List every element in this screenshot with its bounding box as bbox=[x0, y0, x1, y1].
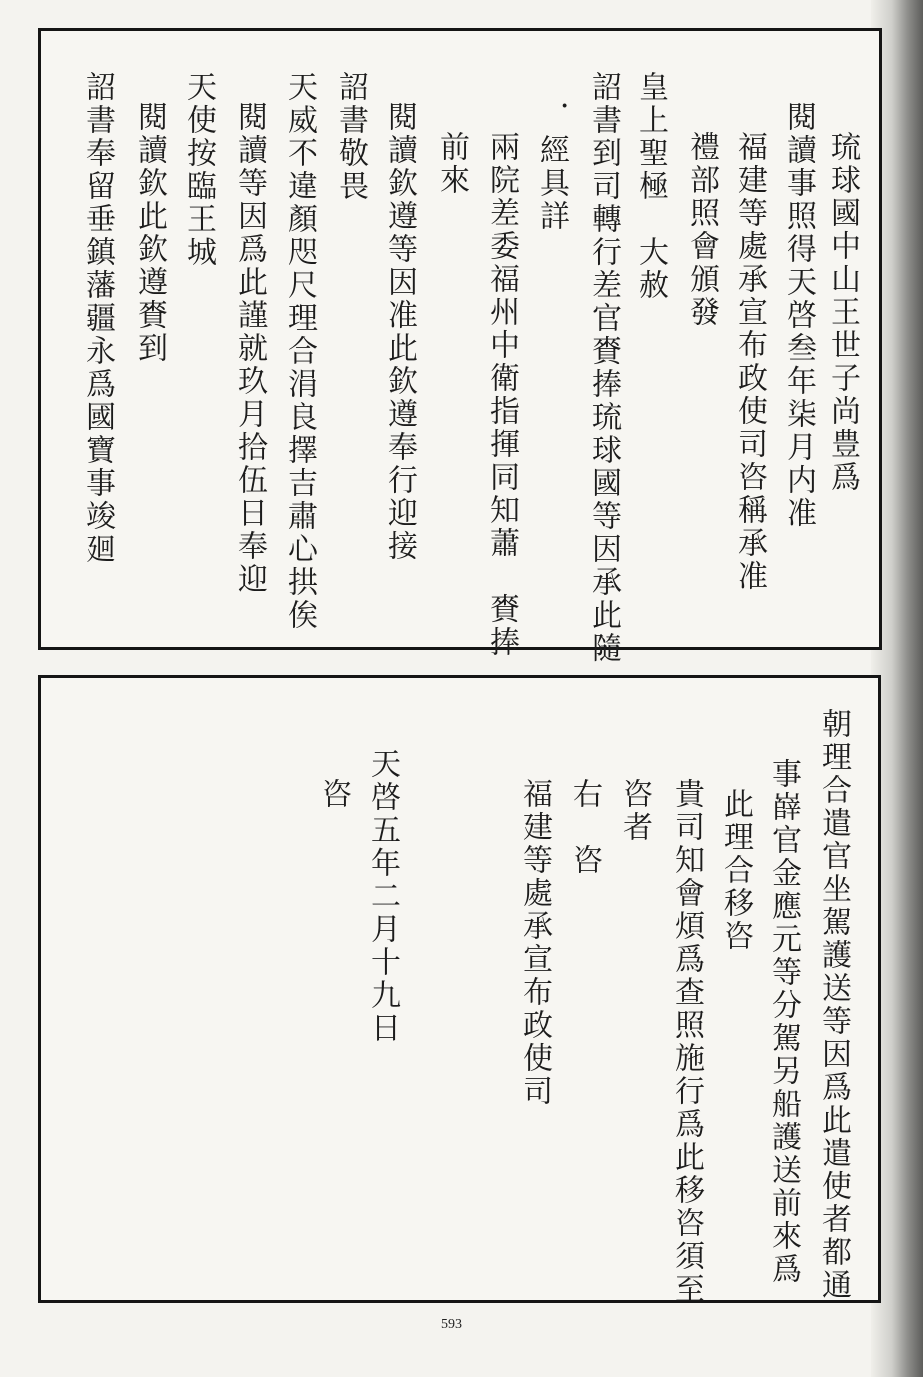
text-column: 天威不違顏咫尺理合涓良擇吉肅心拱俟 bbox=[282, 71, 317, 632]
text-column: ．經具詳 bbox=[534, 101, 569, 233]
text-column: 琉球國中山王世子尚豊爲 bbox=[825, 131, 860, 494]
text-column: 此理合移咨 bbox=[718, 788, 753, 953]
text-column: 咨 bbox=[316, 778, 351, 811]
text-column: 福建等處承宣布政使司咨稱承准 bbox=[732, 131, 767, 593]
text-column: 閱讀等因爲此謹就玖月拾伍日奉迎 bbox=[232, 101, 267, 596]
text-column: 事嶭官金應元等分駕另船護送前來爲 bbox=[766, 758, 801, 1286]
text-column: 福建等處承宣布政使司 bbox=[517, 778, 552, 1108]
page-number: 593 bbox=[441, 1317, 462, 1332]
text-column: 詔書到司轉行差官賚捧琉球國等因承此隨 bbox=[586, 71, 621, 665]
text-column: 禮部照會頒發 bbox=[684, 131, 719, 329]
document-panel-bottom bbox=[38, 675, 881, 1306]
text-column: 咨者 bbox=[617, 778, 652, 844]
text-column: 天使按臨王城 bbox=[181, 71, 216, 269]
text-column: 右 咨 bbox=[567, 778, 602, 877]
text-column: 兩院差委福州中衛指揮同知蕭 賚捧 bbox=[484, 131, 519, 659]
document-panel-top bbox=[38, 28, 882, 665]
text-column: 貴司知會煩爲查照施行爲此移咨須至 bbox=[669, 778, 704, 1306]
text-column: 詔書奉留垂鎮藩疆永爲國寶事竣廻 bbox=[80, 71, 115, 566]
text-column: 閱讀欽此欽遵賚到 bbox=[132, 101, 167, 365]
date-column: 天啓五年二月十九日 bbox=[365, 748, 400, 1045]
text-column: 閱讀事照得天啓叁年柒月内准 bbox=[781, 101, 816, 530]
text-column: 前來 bbox=[434, 131, 469, 197]
text-column: 詔書敬畏 bbox=[333, 71, 368, 203]
text-column: 朝理合遣官坐駕護送等因爲此遣使者都通 bbox=[816, 708, 851, 1302]
text-column: 閱讀欽遵等因准此欽遵奉行迎接 bbox=[382, 101, 417, 563]
text-column: 皇上聖極 大赦 bbox=[633, 71, 668, 302]
